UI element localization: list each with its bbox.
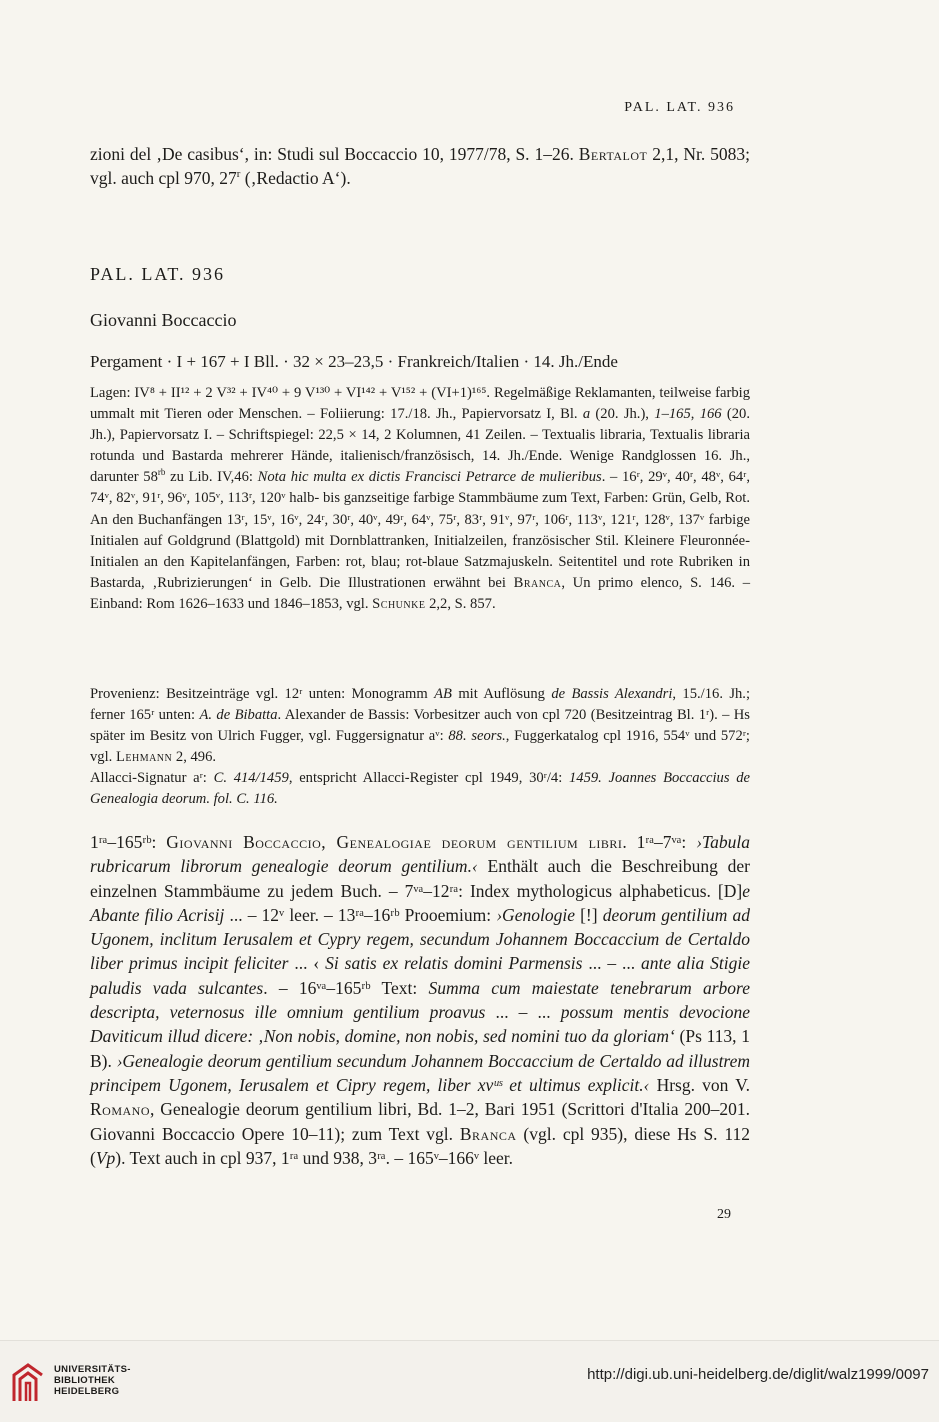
text: . – 16ᵛᵃ–165ʳᵇ Text: [263,977,429,998]
university-library-logo-icon [8,1361,48,1405]
text: 1ʳᵃ–165ʳᵇ: [90,832,167,852]
continuation-paragraph [90,142,750,190]
italic-text: de Bassis Alexandri [551,686,673,702]
text: . Regelmäßige Reklamanten, teilweise farbig ummalt mit Tieren oder Menschen. – Foliierung: 17./18. Jh., Papiervorsatz I, Bl. [90,385,750,423]
continuation-text: zioni del ‚De casibus‘, in: Studi sul Boccaccio 10, 1977/78, S. 1–26. [90,144,574,164]
text: , entspricht Allacci-Register cpl 1949, 30ʳ/4: [288,770,569,787]
text: . 1ʳᵃ–7ᵛᵃ: [622,832,697,852]
italic-text: 1459. Joannes Boccaccius de Genealogia deorum. fol. C. 116. [90,770,751,808]
text: ... – 12ᵛ leer. – 13ʳᵃ–16ʳᵇ Prooemium: [224,904,497,925]
italic-text: AB [434,686,452,702]
author-ref-romano: Romano [90,1099,151,1120]
text: Provenienz: Besitzeinträge vgl. 12ʳ unten: Monogramm [90,686,435,702]
text: [!] [574,904,603,925]
author-heading: Giovanni Boccaccio [90,310,237,330]
text: , Genealogie deorum gentilium libri, Bd. 1–2, Bari 1951 (Scrittori d'Italia 200–201. Giovanni Boccaccio Opere 10–11); zum Text vgl. [90,1099,750,1144]
italic-text: ante alia Stigie paludis vada sulcantes [90,953,751,998]
author-ref-lehmann: Lehmann [115,749,173,766]
permalink-url[interactable]: http://digi.ub.uni-heidelberg.de/diglit/walz1999/0097 [587,1366,929,1383]
continuation-text: 2,1, Nr. 5083; vgl. auch cpl 970, 27 [90,144,750,188]
author-ref-bertalot: Bertalot [578,144,648,164]
text: (Ps 113, 1 B). [90,1026,750,1071]
logo-line: BIBLIOTHEK [54,1375,116,1386]
text: (20. Jh.), [590,406,655,423]
text: . Alexander de Bassis: Vorbesitzer auch von cpl 720 (Besitzeintrag Bl. 1ʳ). – Hs später im Besitz von Ulrich Fugger, vgl. Fuggersignatur aᵛ: [90,707,750,745]
text: 2, 496. [172,749,217,766]
italic-text: possum mentis devocione Daviticum illud dicere: ‚Non nobis, domine, non nobis, sed nomini tuo da gloriam‘ [90,1002,751,1047]
work-title: Giovanni Boccaccio, Genealogiae deorum gentilium libri [166,832,623,852]
text: Lagen: [90,385,135,401]
italic-text: Nota hic multa ex dictis Francisci Petrarce de mulieribus [257,469,602,486]
provenance-section [90,684,750,811]
text: ). Text auch in cpl 937, 1ʳᵃ und 938, 3ʳᵃ. – 165ᵛ–166ᵛ leer. [115,1147,514,1168]
text: ... – ... [582,953,642,974]
codicological-summary: Pergament · I + 167 + I Bll. · 32 × 23–23,5 · Frankreich/Italien · 14. Jh./Ende [90,352,618,371]
author-ref-schunke: Schunke [372,595,426,612]
italic-text: Si satis ex relatis domini Parmensis [325,953,583,974]
italic-text: e Abante filio Acrisij [90,880,750,925]
italic-text: Vp [95,1147,116,1168]
text: ... – ... [485,1002,561,1023]
text: zu Lib. IV,46: [165,469,258,486]
text: , 15./16. Jh.; ferner 165ʳ unten: [90,686,751,724]
italic-text: ›Genealogie deorum gentilium secundum Johannem Boccaccium de Certaldo ad illustrem principem Ugonem, Ierusalem et Cipry regem, liber xvᵘˢ et ultimus explicit.‹ [90,1050,750,1095]
library-logo-text [54,1364,131,1397]
text: Enthält auch die Beschreibung der einzelnen Stammbäume zu jedem Buch. – 7ᵛᵃ–12ʳᵃ: Index mythologicus alphabeticus. [D] [90,856,750,901]
italic-text: A. de Bibatta [199,707,278,724]
logo-line: HEIDELBERG [54,1386,120,1397]
text: ... ‹ [288,953,326,974]
italic-text: C. 414/1459 [213,770,289,787]
italic-text: a [582,406,591,423]
text: . – 16ʳ, 29ᵛ, 40ʳ, 48ᵛ, 64ʳ, 74ᵛ, 82ᵛ, 91ʳ, 96ᵛ, 105ᵛ, 113ʳ, 120ᵛ halb- bis ganzseitige farbige Stammbäume zum Text, Farben: Grün, Gelb, Rot. An den Buchanfängen 13ʳ, 15ᵛ, 16ᵛ, 24ʳ, 30ʳ, 40ᵛ, 49ʳ, 64ᵛ, 75ʳ, 83ʳ, 91ᵛ, 97ʳ, 106ʳ, 113ᵛ, 121ʳ, 128ᵛ, 137ᵛ farbige Initialen auf Goldgrund (Blattgold) mit Dornblattranken, Initialzeilen, französischer Stil. Kleinere Fleuronnée-Initialen an den Kapitelanfängen, Farben: rot, blau; rot-blaue Satzmajuskeln. Seitentitel und rote Rubriken in Bastarda, ‚Rubrizierungen‘ in Gelb. Die Illustrationen erwähnt bei [90,469,750,591]
text: Allacci-Signatur aʳ: [90,770,214,787]
page-number: 29 [717,1207,731,1222]
logo-line: UNIVERSITÄTS- [54,1364,131,1375]
italic-text: 166 [699,406,722,423]
author-ref-branca: Branca [513,574,562,591]
shelfmark-heading: PAL. LAT. 936 [90,264,226,284]
quire-formula: IV⁸ + II¹² + 2 V³² + IV⁴⁰ + 9 V¹³⁰ + VI¹⁴² + V¹⁵² + (VI+1)¹⁶⁵ [134,385,487,401]
superscript: r [236,168,241,181]
italic-text: 1–165 [654,406,691,423]
superscript: rb [157,467,166,478]
text: 2,2, S. 857. [425,595,496,612]
italic-text: 88. seors. [448,728,506,745]
physical-description [90,383,750,615]
viewer-footer [0,1340,939,1422]
text: , [690,406,700,423]
continuation-text: (‚Redactio A‘). [240,168,351,188]
text: mit Auflösung [451,686,552,702]
running-head: PAL. LAT. 936 [624,100,735,115]
italic-text: deorum gentilium ad Ugonem, inclitum Ierusalem et Cypry regem, secundum Johannem Boccaccium de Certaldo liber primus incipit feliciter [90,904,750,974]
text: (20. Jh.), Papiervorsatz I. – Schriftspiegel: 22,5 × 14, 2 Kolumnen, 41 Zeilen. – Textualis libraria, Textualis libraria rotunda und Bastarda mehrerer Hände, italienisch/französisch, 14. Jh./Ende. Wenige Randglossen 16. Jh., darunter 58 [90,406,750,486]
italic-text: ›Genologie [496,904,575,925]
contents-section [90,830,750,1170]
italic-text: Summa cum maiestate tenebrarum arbore descripta, veternosus ille omnium gentilium proavus [90,977,750,1023]
italic-text: ›Tabula rubricarum librorum genealogie deorum gentilium.‹ [90,832,750,877]
text: , Fuggerkatalog cpl 1916, 554ᵛ und 572ʳ; vgl. [90,728,750,766]
text: Hrsg. von V. [649,1074,750,1095]
author-ref-branca: Branca [459,1123,517,1144]
text: (vgl. cpl 935), diese Hs S. 112 ( [90,1123,750,1168]
text: , Un primo elenco, S. 146. – Einband: Rom 1626–1633 und 1846–1853, vgl. [90,574,750,612]
